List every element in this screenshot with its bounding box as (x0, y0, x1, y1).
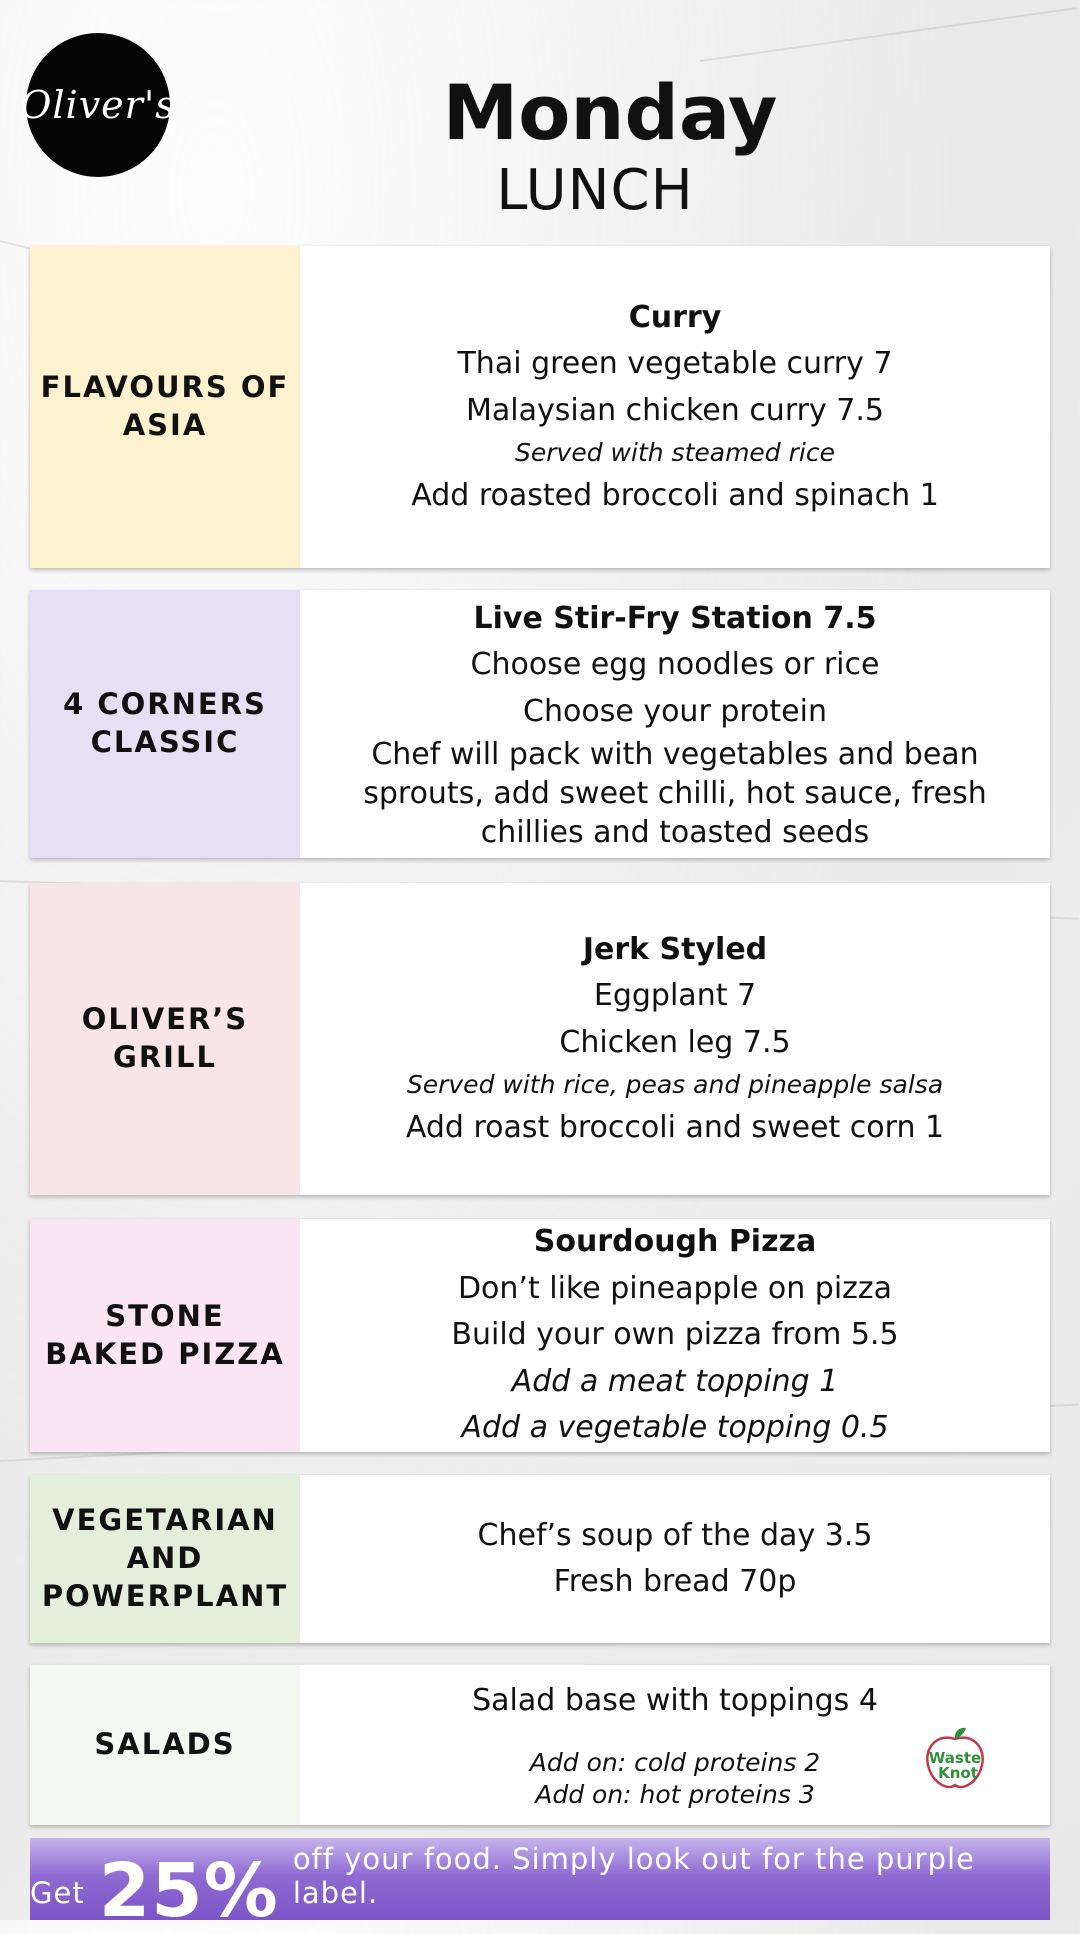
dish-item: Salad base with toppings 4 (472, 1683, 878, 1719)
section-label: FLAVOURS OF ASIA (30, 246, 300, 568)
section-olivers-grill (30, 883, 1050, 1195)
section-content (300, 1665, 1050, 1825)
section-stone-baked-pizza (30, 1219, 1050, 1452)
section-label: STONE BAKED PIZZA (30, 1219, 300, 1452)
dish-addon: Add roast broccoli and sweet corn 1 (405, 1109, 945, 1145)
dish-item: Chef’s soup of the day 3.5 (477, 1517, 873, 1553)
dish-item: Eggplant 7 (593, 978, 757, 1014)
dish-description: Chef will pack with vegetables and bean sprouts, add sweet chilli, hot sauce, fresh chillies and toasted seeds (363, 737, 987, 851)
section-label: 4 CORNERS CLASSIC (30, 590, 300, 858)
section-content (300, 590, 1050, 858)
section-label: SALADS (30, 1665, 300, 1825)
section-content (300, 246, 1050, 568)
promo-percent: 25% (98, 1848, 279, 1934)
dish-addon: Add on: hot proteins 3 (535, 1780, 815, 1810)
svg-text:Waste: Waste (928, 1749, 982, 1767)
menu-meal: LUNCH (496, 158, 694, 223)
section-content (300, 1475, 1050, 1643)
promo-text-before: Get (30, 1876, 85, 1910)
section-label: OLIVER’S GRILL (30, 883, 300, 1195)
dish-item: Choose your protein (523, 693, 827, 729)
svg-text:Knot: Knot (938, 1764, 978, 1782)
dish-heading: Sourdough Pizza (533, 1224, 817, 1260)
dish-item: Thai green vegetable curry 7 (457, 346, 893, 382)
dish-item: Chicken leg 7.5 (559, 1024, 791, 1060)
dish-item: Don’t like pineapple on pizza (457, 1270, 893, 1306)
section-content (300, 883, 1050, 1195)
promo-text-after: off your food. Simply look out for the purple label. (292, 1842, 975, 1910)
dish-heading: Jerk Styled (582, 931, 768, 967)
section-4-corners-classic (30, 590, 1050, 858)
dish-item: Build your own pizza from 5.5 (451, 1317, 899, 1353)
menu-day: Monday (442, 68, 778, 157)
logo-text: Oliver's (20, 83, 176, 127)
dish-item: Choose egg noodles or rice (470, 647, 880, 683)
dish-item: Fresh bread 70p (553, 1564, 797, 1599)
dish-addon: Add a vegetable topping 0.5 (461, 1410, 889, 1446)
promo-banner (30, 1838, 1050, 1934)
marble-vein (700, 7, 1077, 62)
section-vegetarian-and-powerplant (30, 1475, 1050, 1643)
dish-addon: Add roasted broccoli and spinach 1 (411, 477, 939, 513)
waste-knot-logo (920, 1725, 990, 1795)
dish-addon: Add on: cold proteins 2 (529, 1747, 821, 1777)
dish-heading: Curry (628, 299, 722, 335)
dish-heading: Live Stir-Fry Station 7.5 (473, 600, 877, 636)
dish-note: Served with steamed rice (515, 438, 835, 468)
dish-addon: Add a meat topping 1 (511, 1363, 839, 1399)
section-label: VEGETARIAN AND POWERPLANT (30, 1475, 300, 1643)
dish-item: Malaysian chicken curry 7.5 (466, 392, 884, 428)
section-salads (30, 1665, 1050, 1825)
section-content (300, 1219, 1050, 1452)
section-flavours-of-asia (30, 246, 1050, 568)
dish-note: Served with rice, peas and pineapple salsa (406, 1070, 944, 1100)
